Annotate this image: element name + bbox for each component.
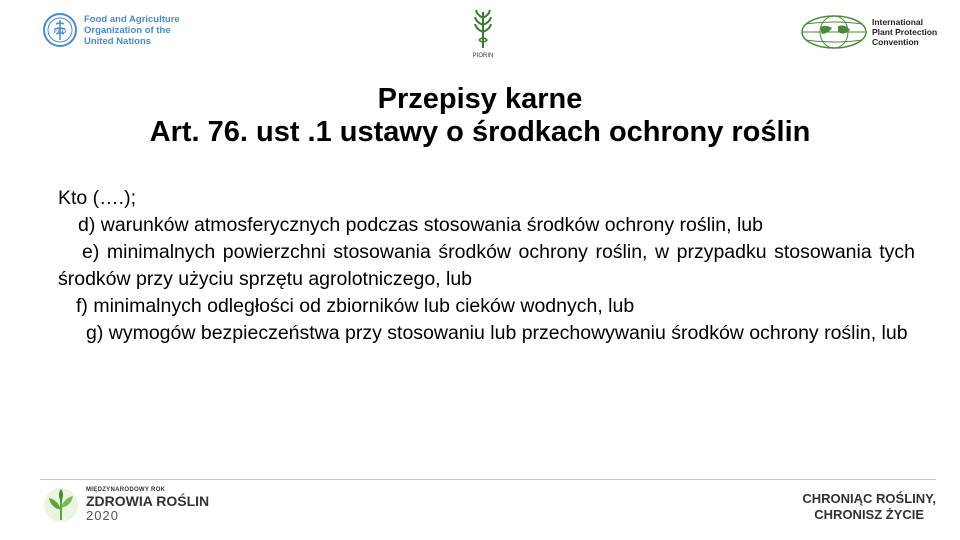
fao-name-line: United Nations: [84, 35, 152, 47]
ippc-name: [872, 17, 937, 47]
intro-text: Kto (….);: [58, 187, 137, 209]
slogan-line1: CHRONIĄC ROŚLINY,: [802, 491, 936, 506]
slide-title-line2: Art. 76. ust .1 ustawy o środkach ochrony roślin: [149, 116, 811, 148]
piorin-logo: [466, 6, 500, 59]
slide-title-line1: Przepisy karne: [377, 83, 583, 115]
fao-emblem-text: FAO: [53, 29, 67, 35]
fao-logo: [42, 12, 180, 48]
fao-name-line: Organization of the: [84, 24, 171, 36]
slide-title: [0, 83, 960, 149]
slide-body: [58, 185, 915, 347]
list-item-f: f) minimalnych odległości od zbiorników lub cieków wodnych, lub: [76, 295, 635, 317]
ippc-name-line: Plant Protection: [872, 27, 938, 37]
fao-emblem-icon: [42, 12, 78, 48]
iyph-big-label: ZDROWIA ROŚLIN: [86, 493, 210, 509]
globe-icon: [800, 14, 868, 50]
list-item-g: g) wymogów bezpieczeństwa przy stosowaniu lub przechowywaniu środków ochrony roślin, lub: [86, 322, 908, 344]
fao-name-line: Food and Agriculture: [84, 13, 180, 25]
iyph-year: 2020: [86, 508, 119, 523]
piorin-label: PIORIN: [472, 53, 494, 59]
wheat-icon: [470, 6, 496, 50]
footer-slogan: [802, 491, 936, 523]
footer-divider: [40, 479, 936, 480]
iyph-small-label: MIĘDZYNARODOWY ROK: [86, 487, 166, 493]
ippc-name-line: Convention: [872, 37, 919, 47]
slogan-line2: CHRONISZ ŻYCIE: [814, 507, 925, 522]
ippc-name-line: International: [872, 17, 924, 27]
fao-name: [84, 14, 180, 47]
ippc-logo: [800, 14, 937, 50]
iyph-text: [86, 487, 209, 523]
iyph-logo: [42, 486, 209, 524]
list-item-e: e) minimalnych powierzchni stosowania środków ochrony roślin, w przypadku stosowania tych środków przy użyciu sprzętu agrolotniczego, lub: [58, 241, 915, 290]
plant-circle-icon: [42, 486, 80, 524]
list-item-d: d) warunków atmosferycznych podczas stosowania środków ochrony roślin, lub: [78, 214, 763, 236]
